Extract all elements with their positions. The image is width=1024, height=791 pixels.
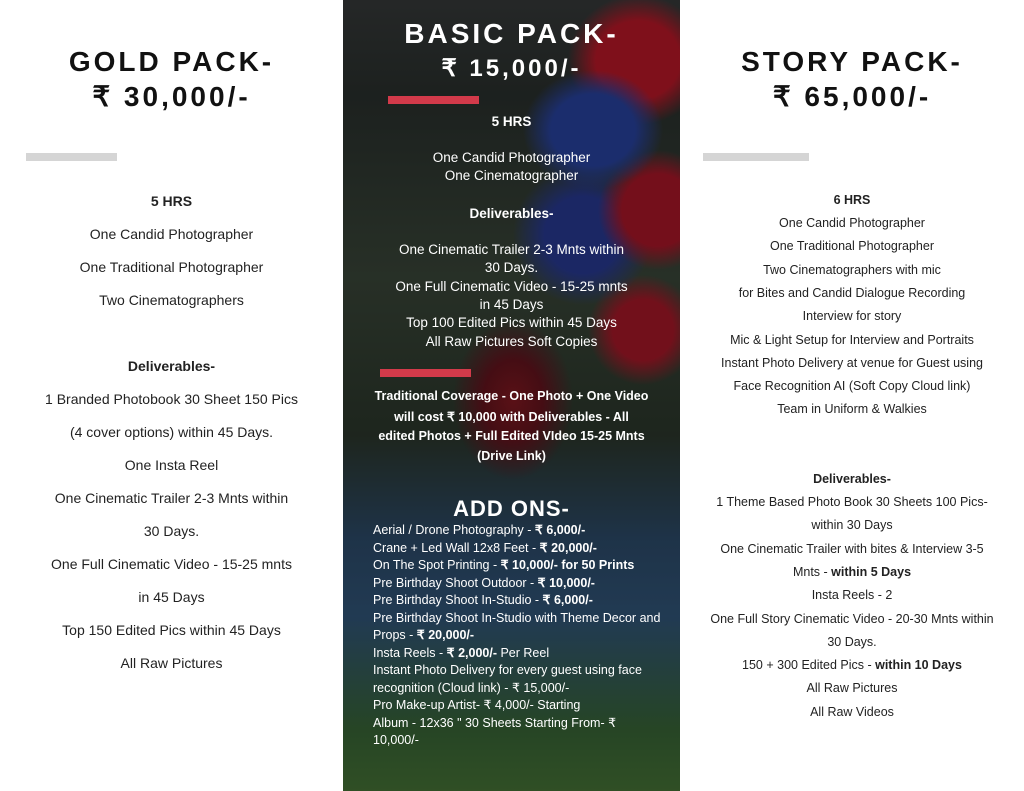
addon-item: Pro Make-up Artist- ₹ 4,000/- Starting [373,698,581,712]
traditional-line: (Drive Link) [477,449,546,463]
basic-deliverables-heading: Deliverables- [469,206,554,221]
accent-bar-2 [380,369,471,377]
gold-deliverable-item: All Raw Pictures [120,655,223,671]
gold-deliverable-item: in 45 Days [138,589,205,605]
gold-hours: 5 HRS [150,193,193,209]
accent-bar [388,96,479,104]
story-crew-item: One Traditional Photographer [770,239,934,254]
traditional-line: will cost ₹ 10,000 with Deliverables - All [394,410,629,424]
traditional-line: edited Photos + Full Edited VIdeo 15-25 Mnts [378,429,645,443]
gold-deliverables-heading: Deliverables- [127,358,216,374]
story-crew-item: Face Recognition AI (Soft Copy Cloud link) [733,379,971,394]
basic-deliverable-item: in 45 Days [479,296,544,312]
addon-item: Aerial / Drone Photography - ₹ 6,000/- [373,523,586,537]
gold-crew-item: One Traditional Photographer [79,259,264,275]
gold-pack-title: GOLD PACK- [68,46,275,77]
story-deliverable-item: within 30 Days [811,518,893,533]
addon-item: Instant Photo Delivery for every guest using face recognition (Cloud link) - ₹ 15,000/- [373,663,642,695]
addons-heading: ADD ONS- [453,496,570,521]
story-deliverable-item: 150 + 300 Edited Pics - within 10 Days [742,658,962,673]
addon-item: Insta Reels - ₹ 2,000/- Per Reel [373,645,550,660]
basic-crew-item: One Cinematographer [444,168,579,183]
story-crew-item: for Bites and Candid Dialogue Recording [738,285,966,300]
gold-deliverable-item: One Full Cinematic Video - 15-25 mnts [51,556,292,572]
story-deliverable-item: All Raw Videos [810,704,894,719]
story-crew-item: Instant Photo Delivery at venue for Guest using [721,355,983,370]
gold-pack-column [0,0,343,791]
addons-list [373,522,663,750]
story-deliverable-item: 1 Theme Based Photo Book 30 Sheets 100 Pics- [716,495,988,509]
addon-item: Album - 12x36 " 30 Sheets Starting From- ₹ 10,000/- [373,715,617,747]
addon-item: Crane + Led Wall 12x8 Feet - ₹ 20,000/- [373,540,597,555]
basic-pack-price: ₹ 15,000/- [441,55,582,82]
divider-bar [26,153,117,161]
addon-item: Pre Birthday Shoot In-Studio - ₹ 6,000/- [373,593,593,607]
story-deliverable-item: One Full Story Cinematic Video - 20-30 Mnts within [710,611,994,626]
story-crew-item: Two Cinematographers with mic [763,262,941,277]
basic-crew-item: One Candid Photographer [432,150,591,165]
story-deliverable-item: Mnts - within 5 Days [792,564,912,579]
story-pack-price: ₹ 65,000/- [772,81,932,112]
gold-deliverable-item: (4 cover options) within 45 Days. [69,424,274,440]
traditional-line: Traditional Coverage - One Photo + One Video [374,389,649,403]
story-deliverables-heading: Deliverables- [813,472,891,486]
story-deliverable-item: One Cinematic Trailer with bites & Interview 3-5 [720,541,984,556]
gold-deliverable-item: Top 150 Edited Pics within 45 Days [62,622,281,638]
story-pack-title: STORY PACK- [741,46,963,77]
basic-pack-title: BASIC PACK- [404,18,619,49]
story-crew-item: Mic & Light Setup for Interview and Portraits [730,332,974,347]
gold-deliverable-item: 30 Days. [143,523,200,539]
gold-pack-price: ₹ 30,000/- [92,81,251,112]
basic-hours: 5 HRS [491,114,532,129]
story-pack-column [680,0,1024,791]
story-deliverable-item: Insta Reels - 2 [811,588,893,603]
addon-item: Pre Birthday Shoot Outdoor - ₹ 10,000/- [373,575,595,590]
story-crew-item: Team in Uniform & Walkies [777,402,927,417]
basic-pack-column [343,0,680,791]
basic-deliverable-item: One Cinematic Trailer 2-3 Mnts within [398,242,625,257]
story-crew-item: One Candid Photographer [779,216,925,230]
story-deliverable-item: 30 Days. [827,634,877,649]
story-deliverable-item: All Raw Pictures [806,681,898,696]
basic-deliverable-item: 30 Days. [484,260,539,276]
story-hours: 6 HRS [833,193,871,207]
divider-bar [703,153,809,161]
basic-deliverable-item: One Full Cinematic Video - 15-25 mnts [395,278,628,294]
addon-item: Pre Birthday Shoot In-Studio with Theme Decor and Props - ₹ 20,000/- [373,610,661,642]
basic-deliverable-item: Top 100 Edited Pics within 45 Days [406,315,617,331]
addon-item: On The Spot Printing - ₹ 10,000/- for 50 Prints [373,558,635,572]
story-crew-item: Interview for story [802,309,902,324]
gold-deliverable-item: One Cinematic Trailer 2-3 Mnts within [54,490,289,506]
gold-crew-item: Two Cinematographers [99,292,244,308]
basic-deliverable-item: All Raw Pictures Soft Copies [425,333,598,349]
gold-deliverable-item: One Insta Reel [124,457,219,473]
gold-crew-item: One Candid Photographer [89,226,254,242]
gold-deliverable-item: 1 Branded Photobook 30 Sheet 150 Pics [45,391,298,407]
